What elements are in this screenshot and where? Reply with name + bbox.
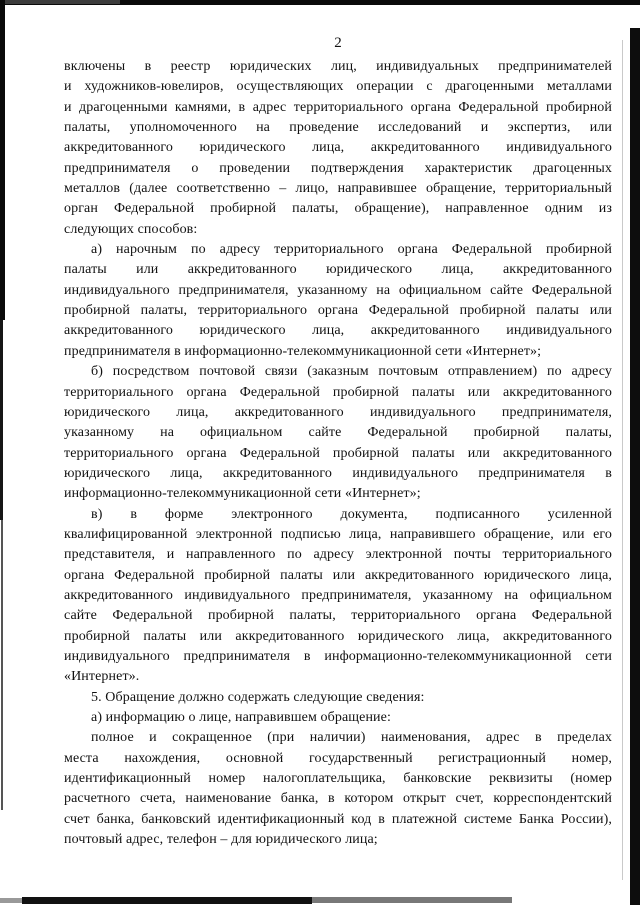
text-line: 5. Обращение должно содержать следующие сведения: xyxy=(91,689,425,705)
scan-border-right-top xyxy=(628,0,640,5)
text-line: и художников-ювелиров, осуществляющих операции с драгоценными металлами xyxy=(64,79,612,95)
scan-border-bottom-gray-left xyxy=(0,898,22,903)
text-line: пробирной палаты или аккредитованного юридического лица, аккредитованного xyxy=(64,628,612,644)
text-line: б) посредством почтовой связи (заказным почтовым отправлением) по адресу xyxy=(91,364,612,380)
text-line: идентификационный номер налогоплательщика, банковские реквизиты (номер xyxy=(64,771,612,787)
text-line: полное и сокращенное (при наличии) наименования, адрес в пределах xyxy=(91,730,612,746)
text-line: и драгоценными камнями, в адрес территориального органа Федеральной пробирной xyxy=(64,99,612,115)
text-line: «Интернет». xyxy=(64,669,140,685)
text-line: территориального органа Федеральной пробирной палаты или аккредитованного xyxy=(64,384,612,400)
text-line: аккредитованного юридического лица, аккредитованного индивидуального xyxy=(64,140,612,156)
page-number: 2 xyxy=(334,35,342,51)
text-line: включены в реестр юридических лиц, индивидуальных предпринимателей xyxy=(64,59,612,74)
scan-border-left-lower xyxy=(1,520,3,810)
scan-border-bottom-gray xyxy=(312,897,512,903)
text-line: а) информацию о лице, направившем обращение: xyxy=(91,710,391,725)
text-line: следующих способов: xyxy=(64,221,198,237)
document-body-text xyxy=(64,57,612,850)
scan-border-top-gray xyxy=(0,0,120,4)
text-line: юридического лица, аккредитованного индивидуального предпринимателя, xyxy=(64,404,612,420)
text-line: пробирной палаты, территориального органа Федеральной пробирной палаты или xyxy=(64,303,612,319)
text-line: индивидуального предпринимателя, указанному на официальном сайте Федеральной xyxy=(64,282,612,298)
text-line: информационно-телекоммуникационной сети «Интернет»; xyxy=(64,486,421,502)
text-line: представителя, и направленного по адресу электронной почты территориального xyxy=(64,547,612,563)
scan-border-left-mid xyxy=(0,320,3,520)
text-line: квалифицированной электронной подписью лица, направившего обращение, или его xyxy=(64,526,612,542)
text-line: индивидуального предпринимателя в информационно-телекоммуникационной сети xyxy=(64,648,612,664)
text-line: орган Федеральной пробирной палаты, обращение), направленное одним из xyxy=(64,201,612,217)
text-line: в) в форме электронного документа, подписанного усиленной xyxy=(91,506,612,522)
text-line: счет банка, банковский идентификационный код в платежной системе Банка России), xyxy=(64,811,612,827)
text-line: юридического лица, аккредитованного индивидуального предпринимателя в xyxy=(64,465,612,481)
text-line: а) нарочным по адресу территориального органа Федеральной пробирной xyxy=(91,242,612,258)
scan-border-right xyxy=(630,28,640,905)
text-line: предпринимателя в информационно-телекоммуникационной сети «Интернет»; xyxy=(64,343,542,359)
text-line: аккредитованного индивидуального предпринимателя, указанному на официальном xyxy=(64,587,612,603)
text-line: места нахождения, основной государственный регистрационный номер, xyxy=(64,750,612,766)
text-line: органа Федеральной пробирной палаты или аккредитованного юридического лица, xyxy=(64,567,612,583)
text-line: указанному на официальном сайте Федеральной пробирной палаты, xyxy=(64,425,612,441)
scan-faint-line xyxy=(622,40,623,880)
text-line: аккредитованного юридического лица, аккредитованного индивидуального xyxy=(64,323,612,339)
text-line: палаты, уполномоченного на проведение исследований и экспертиз, или xyxy=(64,120,612,136)
text-line: сайте Федеральной пробирной палаты, территориального органа Федеральной xyxy=(64,608,612,624)
text-line: металлов (далее соответственно – лицо, направившее обращение, территориальный xyxy=(64,181,612,197)
text-line: предпринимателя о проведении подтверждения характеристик драгоценных xyxy=(64,160,612,176)
text-line: палаты или аккредитованного юридического лица, аккредитованного xyxy=(64,262,612,278)
text-line: расчетного счета, наименование банка, в котором открыт счет, корреспондентский xyxy=(64,791,612,807)
text-line: почтовый адрес, телефон – для юридического лица; xyxy=(64,832,378,848)
text-line: территориального органа Федеральной пробирной палаты или аккредитованного xyxy=(64,445,612,461)
scan-border-bottom-dark xyxy=(22,897,312,904)
scan-border-left xyxy=(0,0,5,320)
